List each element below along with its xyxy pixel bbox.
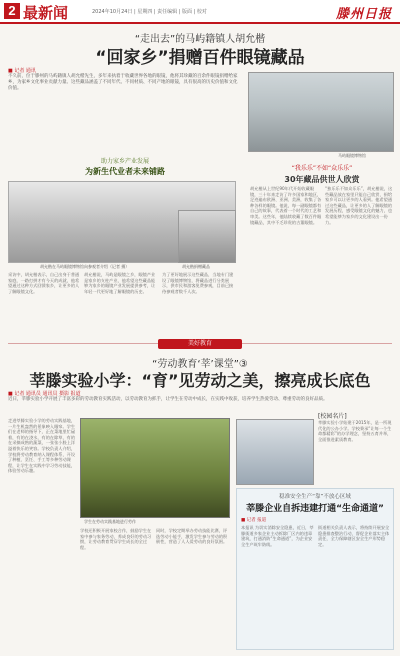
page-header bbox=[0, 0, 400, 24]
article1-column-1: 采访中，胡允楷表示，自己出身于普通家庭，一路打拼才有今天的成就，他希望通过这种方式回馈家乡，让更多的人了解眼镜文化。 bbox=[8, 272, 80, 294]
article1-column-3: 为了更好地展示这些藏品，当地专门建设了眼镜博物馆，将藏品进行分类展示，供市民和游客免费参观，目前已接待参观者数千人次。 bbox=[162, 272, 234, 294]
safety-news-column-2: 街道相关负责人表示，将持续开展安全隐患排查整治行动，督促企业落实主体责任，全力保障辖区安全生产形势稳定。 bbox=[318, 525, 390, 547]
article1-subtitle: “走出去”的马屿籍镇人胡允楷 bbox=[134, 34, 266, 45]
article1-lead: 不久前，位于滕州的马屿籍镇人胡允楷先生，多年来执着于收藏世界各地的眼镜，他将其珍藏的百余件眼镜捐赠给家乡，为家乡文化事业贡献力量。这些藏品涵盖了不同年代、不同材质、不同产地的眼镜，具有很高的历史价值和文化价值。 bbox=[8, 74, 238, 91]
donation-photo[interactable] bbox=[178, 210, 236, 263]
donation-caption: 胡允楷捐赠藏品 bbox=[182, 264, 210, 269]
article2-column-1: 走进莘滕实验小学的劳动实践基地，一片生机盎然的景象映入眼帘。学生们在老师的指导下，正在菜地里忙碌着，有的在浇水，有的在除草，有的在采摘成熟的蔬菜，一张张小脸上洋溢着快乐的笑容。学校负责人介绍，学校将劳动教育纳入课程体系，开设了种植、烹饪、手工等多种劳动课程，让学生在实践中学习劳动技能，体验劳动乐趣。 bbox=[8, 418, 76, 474]
subhead-collection-small: “我乐乐”不如“众乐乐” bbox=[291, 165, 353, 172]
section-title: 最新闻 bbox=[23, 4, 69, 22]
article2-byline: ■ 记者 通讯员 通讯员 摄影 报道 bbox=[8, 391, 81, 397]
article2-column-3: 同时，学校定期举办劳动技能比赛，评选劳动小能手，激发学生参与劳动的积极性，营造了人人爱劳动的良好氛围。 bbox=[156, 528, 228, 545]
subhead-industry bbox=[60, 156, 190, 177]
school-card-label: [校园名片] bbox=[318, 413, 347, 420]
education-banner: 美好教育 bbox=[158, 339, 242, 349]
subhead-collection bbox=[250, 163, 394, 185]
article2-lead: 近日，莘滕实验小学开展了丰富多彩的劳动教育实践活动，以劳动教育为抓手，让学生在劳动中成长，在实践中收获，培养学生热爱劳动、尊重劳动的良好品质。 bbox=[8, 397, 328, 402]
subhead-industry-small: 助力家乡产业发展 bbox=[100, 158, 149, 165]
school-photo[interactable] bbox=[236, 419, 314, 485]
museum-photo-caption: 马屿眼镜博物馆 bbox=[338, 153, 366, 158]
safety-news-title[interactable]: 莘滕企业自拆违建打通“生命通道” bbox=[246, 504, 384, 514]
farming-photo[interactable] bbox=[80, 418, 230, 518]
school-card-text: 莘滕实验小学始建于2015年，是一所现代化的公办小学。学校秉承“让每一个生命都精彩”的办学理念，坚持五育并举，全面推进素质教育。 bbox=[318, 420, 392, 442]
farming-photo-caption: 学生在劳动实践基地进行劳作 bbox=[84, 519, 136, 524]
safety-news-subtitle: 稳准安全生产“靠”不放心区域 bbox=[279, 494, 351, 500]
article2-title[interactable]: 莘滕实验小学：“育”见劳动之美，擦亮成长底色 bbox=[29, 371, 371, 390]
article1-title[interactable]: “回家乡”捐赠百件眼镜藏品 bbox=[95, 48, 305, 68]
subhead-collection-title: 30年藏品供世人欣赏 bbox=[284, 175, 360, 184]
article2-subtitle: “劳动教育‘莘’课堂”③ bbox=[152, 359, 248, 370]
article1-column-4: 胡允楷从上世纪90年代开始收藏眼镜，三十年来走访了许多国家和地区，足迹遍布欧洲、亚洲、美洲，收集了各种各样的眼镜。他说，每一副眼镜都有自己的故事，代表着一个时代的工艺和审美。这些年，他陆续收藏了数百件眼镜藏品，其中不乏珍贵的古董眼镜。 bbox=[250, 186, 322, 225]
article2-column-2: 学校还积极开展家校合作，鼓励学生在家中参与家务劳动，养成良好的劳动习惯，让劳动教育贯穿学生成长的全过程。 bbox=[80, 528, 152, 550]
glasses-display-caption: 胡允楷在马屿眼镜博物馆向参观者介绍（记者 摄） bbox=[40, 264, 130, 269]
article1-column-2: 胡允楷说，马屿是眼镜之乡，眼镜产业是家乡的支柱产业，他希望这些藏品能够为家乡的眼镜产业发展提供参考，让年轻一代更好地了解眼镜的历史。 bbox=[84, 272, 156, 294]
article1-column-5: “独乐乐不如众乐乐”，胡允楷说，这些藏品放在家里只能自己欣赏，捐给家乡可以让更多的人看到。他希望通过这些藏品，让更多的人了解眼镜的发展历程，感受眼镜文化的魅力，也希望能够为家乡的文化建设出一份力。 bbox=[325, 186, 393, 225]
masthead-logo: 滕州日报 bbox=[335, 7, 392, 22]
subhead-industry-title: 为新生代业者未来铺路 bbox=[85, 167, 165, 176]
museum-photo[interactable] bbox=[248, 72, 394, 152]
page-number: 2 bbox=[4, 3, 20, 19]
article1-byline: ■ 记者 通讯 bbox=[8, 68, 36, 74]
date-line: 2024年10月24日 | 星期四 | 责任编辑 | 版面 | 校对 bbox=[92, 9, 207, 15]
safety-news-column-1: 本报讯 为切实消除安全隐患，近日，莘滕街道多家企业主动拆除厂区内的违章建筑，打通消防“生命通道”，为企业安全生产筑牢防线。 bbox=[241, 525, 314, 547]
safety-news-byline: ■ 记者 报道 bbox=[241, 518, 267, 523]
